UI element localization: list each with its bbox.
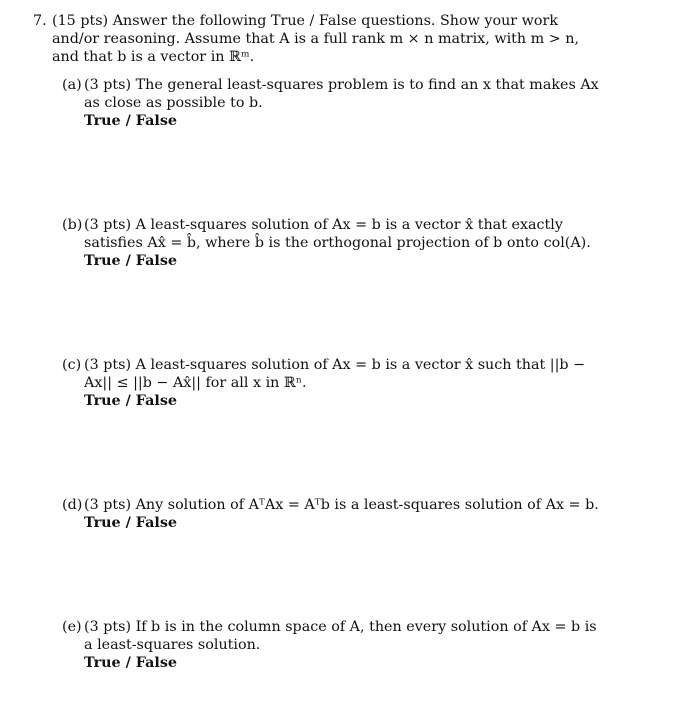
question-intro-text: Answer the following True / False questions. Show your work and/or reasoning. Assume that A is a full rank m × n matrix, with m > n, and that b is a vector in ℝᵐ. (52, 13, 580, 65)
part-d (62, 496, 600, 532)
question-number: 7. (33, 13, 47, 29)
question-intro (52, 12, 600, 66)
part-statement: A least-squares solution of Ax = b is a vector x̂ that exactly satisfies Ax̂ = b̂, where b̂ is the orthogonal projection of b onto col(A). (84, 217, 591, 251)
part-statement: A least-squares solution of Ax = b is a vector x̂ such that ||b − Ax|| ≤ ||b − Ax̂|| for all x in ℝⁿ. (84, 357, 586, 391)
part-label: (b) (62, 217, 83, 233)
part-points: (3 pts) (84, 217, 132, 233)
part-text (84, 496, 600, 514)
part-e (62, 618, 600, 672)
part-label: (e) (62, 619, 82, 635)
true-false-answer: True / False (84, 655, 178, 671)
part-points: (3 pts) (84, 357, 132, 373)
part-statement: The general least-squares problem is to find an x that makes Ax as close as possible to b. (84, 77, 599, 111)
part-text (84, 216, 600, 252)
true-false-answer: True / False (84, 515, 178, 531)
true-false-answer: True / False (84, 113, 178, 129)
part-points: (3 pts) (84, 77, 132, 93)
part-a (62, 76, 600, 130)
true-false-answer: True / False (84, 253, 178, 269)
part-text (84, 76, 600, 112)
part-label: (d) (62, 497, 83, 513)
true-false-answer: True / False (84, 393, 178, 409)
part-text (84, 356, 600, 392)
part-label: (c) (62, 357, 82, 373)
part-statement: If b is in the column space of A, then every solution of Ax = b is a least-squares solution. (84, 619, 597, 653)
part-statement: Any solution of AᵀAx = Aᵀb is a least-squares solution of Ax = b. (135, 497, 599, 513)
part-label: (a) (62, 77, 82, 93)
part-points: (3 pts) (84, 619, 132, 635)
part-points: (3 pts) (84, 497, 132, 513)
part-b (62, 216, 600, 270)
part-c (62, 356, 600, 410)
question-points: (15 pts) (52, 13, 109, 29)
part-text (84, 618, 600, 654)
